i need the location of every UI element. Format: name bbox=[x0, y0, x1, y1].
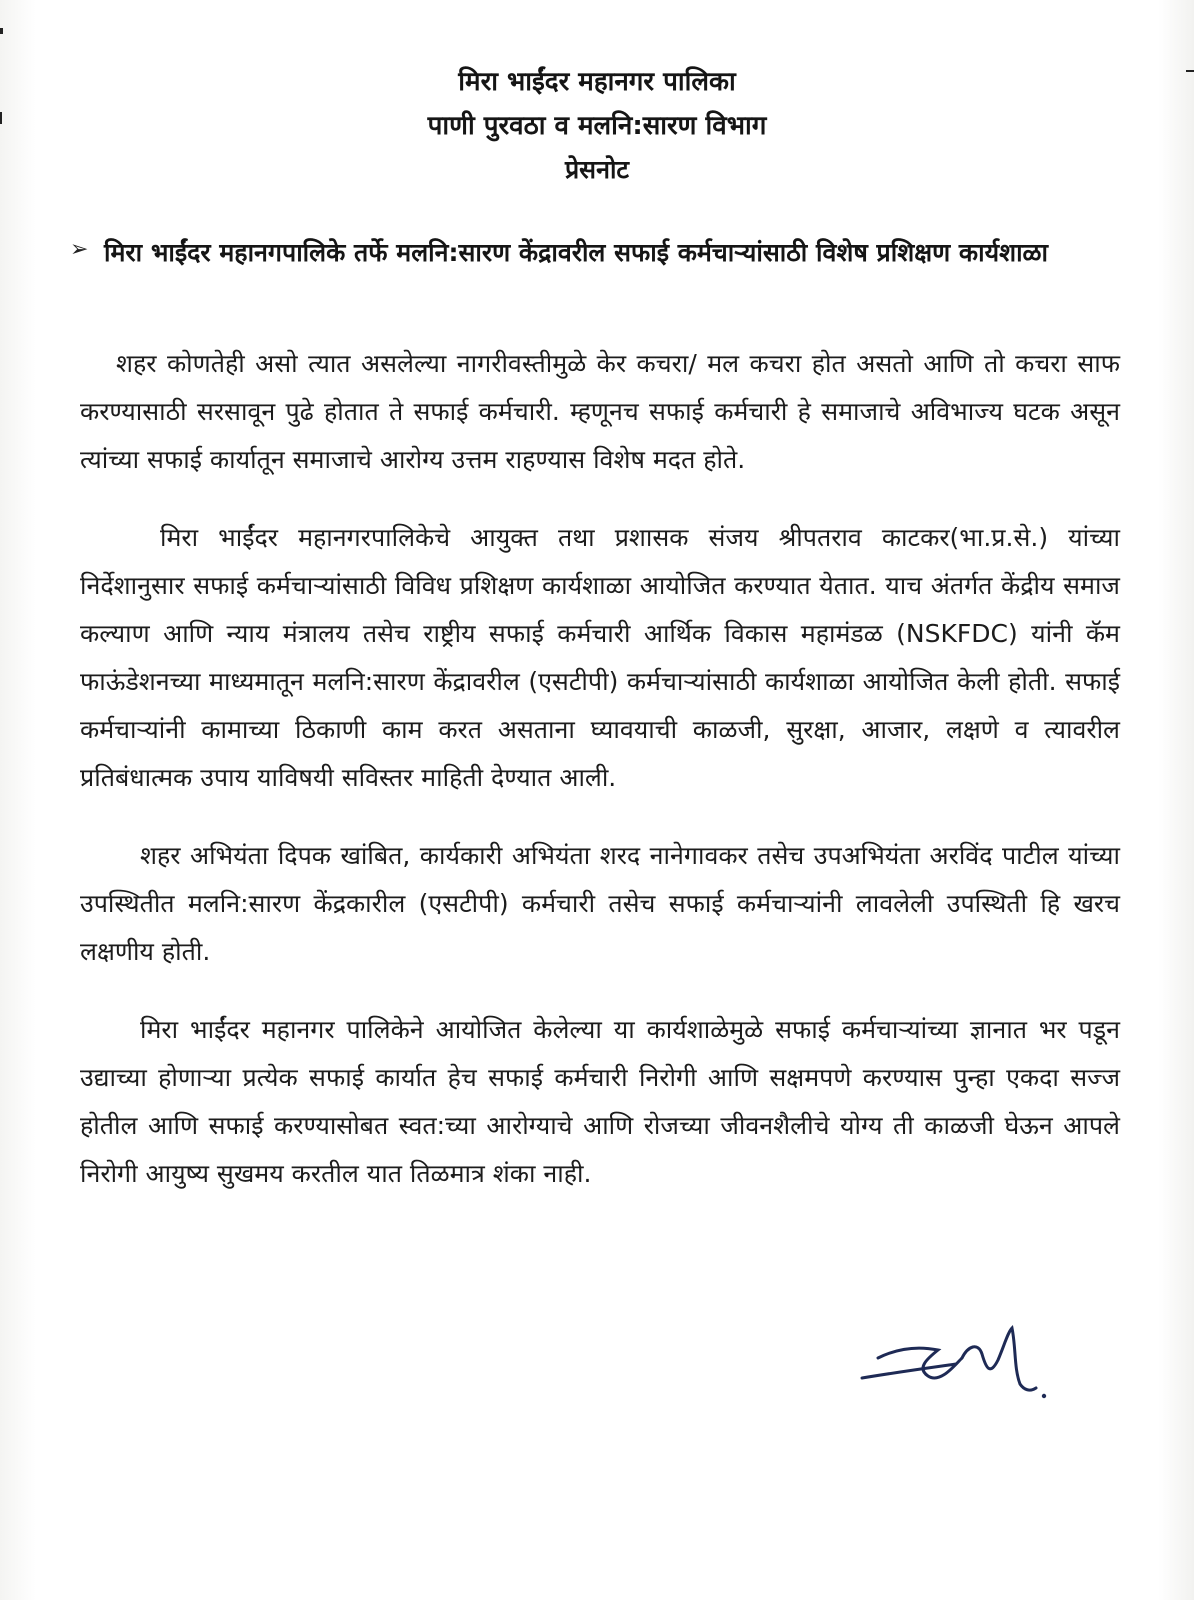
arrow-bullet-icon: ➢ bbox=[70, 237, 89, 262]
document-type: प्रेसनोट bbox=[564, 155, 630, 184]
subject-heading: मिरा भाईंदर महानगपालिके तर्फे मलनि:सारण केंद्रावरील सफाई कर्मचाऱ्यांसाठी विशेष प्रशिक्षण कार्यशाळा bbox=[104, 238, 1049, 267]
department-name: पाणी पुरवठा व मलनि:सारण विभाग bbox=[427, 111, 767, 141]
organization-name: मिरा भाईंदर महानगर पालिका bbox=[458, 67, 736, 97]
signature bbox=[858, 1318, 1058, 1408]
left-edge-mark bbox=[0, 28, 3, 34]
subject-block bbox=[70, 228, 1120, 278]
paragraph-4: मिरा भाईंदर महानगर पालिकेने आयोजित केलेल्या या कार्यशाळेमुळे सफाई कर्मचाऱ्यांच्या ज्ञानात भर पडून उद्याच्या होणाऱ्या प्रत्येक सफाई कार्यात हेच सफाई कर्मचारी निरोगी आणि सक्षमपणे करण्यास पुन्हा एकदा सज्ज होतील आणि सफाई करण्यासोबत स्वत:च्या आरोग्याचे आणि रोजच्या जीवनशैलीचे योग्य ती काळजी घेऊन आपले निरोगी आयुष्य सुखमय करतील यात तिळमात्र शंका नाही. bbox=[80, 1015, 1120, 1188]
paragraph-1: शहर कोणतेही असो त्यात असलेल्या नागरीवस्तीमुळे केर कचरा/ मल कचरा होत असतो आणि तो कचरा साफ करण्यासाठी सरसावून पुढे होतात ते सफाई कर्मचारी. म्हणूनच सफाई कर्मचारी हे समाजाचे अविभाज्य घटक असून त्यांच्या सफाई कार्यातून समाजाचे आरोग्य उत्तम राहण्यास विशेष मदत होते. bbox=[80, 349, 1120, 474]
document-body bbox=[80, 340, 1120, 1228]
paragraph-2: मिरा भाईंदर महानगरपालिकेचे आयुक्त तथा प्रशासक संजय श्रीपतराव काटकर(भा.प्र.से.) यांच्या निर्देशानुसार सफाई कर्मचाऱ्यांसाठी विविध प्रशिक्षण कार्यशाळा आयोजित करण्यात येतात. याच अंतर्गत केंद्रीय समाज कल्याण आणि न्याय मंत्रालय तसेच राष्ट्रीय सफाई कर्मचारी आर्थिक विकास महामंडळ (NSKFDC) यांनी कॅम फाऊंडेशनच्या माध्यमातून मलनि:सारण केंद्रावरील (एसटीपी) कर्मचाऱ्यांसाठी कार्यशाळा आयोजित केली होती. सफाई कर्मचाऱ्यांनी कामाच्या ठिकाणी काम करत असताना घ्यावयाची काळजी, सुरक्षा, आजार, लक्षणे व त्यावरील प्रतिबंधात्मक उपाय याविषयी सविस्तर माहिती देण्यात आली. bbox=[80, 523, 1120, 792]
paragraph-3: शहर अभियंता दिपक खांबित, कार्यकारी अभियंता शरद नानेगावकर तसेच उपअभियंता अरविंद पाटील यांच्या उपस्थितीत मलनि:सारण केंद्रकारील (एसटीपी) कर्मचारी तसेच सफाई कर्मचाऱ्यांनी लावलेली उपस्थिती हि खरच लक्षणीय होती. bbox=[80, 841, 1120, 966]
document-header bbox=[0, 60, 1194, 192]
